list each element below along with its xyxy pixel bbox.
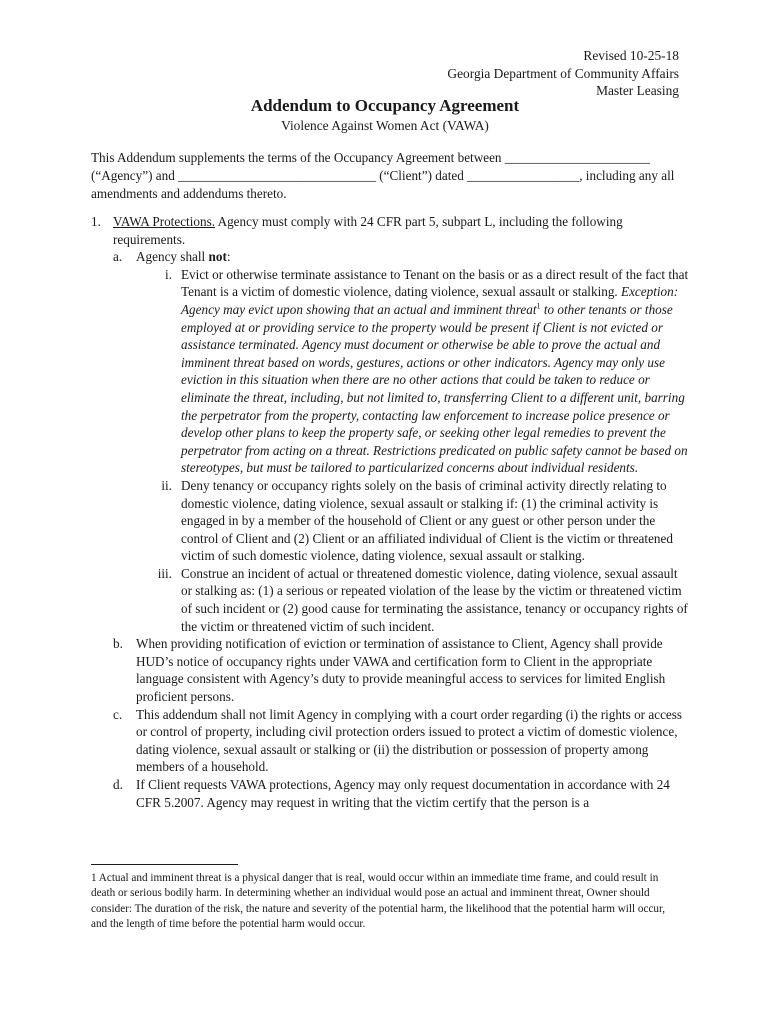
item-a-number: a. xyxy=(113,249,123,265)
document-header xyxy=(447,47,679,100)
item-c xyxy=(91,706,691,776)
item-d xyxy=(91,776,691,811)
item-c-text: This addendum shall not limit Agency in complying with a court order regarding (i) the rights or access or control of property, including civil protection orders issued to protect a victim of domestic violence, dating violence, sexual assault or stalking or (ii) the distribution or possession of property among members of a household. xyxy=(136,706,683,775)
item-c-number: c. xyxy=(113,706,123,722)
item-ii-text: Deny tenancy or occupancy rights solely on the basis of criminal activity directly relating to domestic violence, dating violence, sexual assault or stalking if: (1) the criminal activity is engaged in by a member of the household of Client or any guest or other person under the control of Client and (2) Client or an affiliated individual of Client is the victim or threatened victim of such domestic violence, dating violence, sexual assault or stalking. xyxy=(181,477,673,564)
intro-paragraph: This Addendum supplements the terms of the Occupancy Agreement between ______________________ (“Agency”) and ______________________________ (“Client”) dated _________________, including any all amendments and addendums thereto. xyxy=(91,150,675,201)
document-subtitle: Violence Against Women Act (VAWA) xyxy=(281,118,489,133)
item-a-colon: : xyxy=(226,249,231,265)
section-1 xyxy=(91,213,691,248)
item-a-emphasis: not xyxy=(208,249,227,265)
item-iii-text: Construe an incident of actual or threatened domestic violence, dating violence, sexual assault or stalking as: (1) a serious or repeated violation of the lease by the victim or threatened victim of such incident or (2) good cause for terminating the assistance, tenancy or occupancy rights of the victim or threatened victim of such incident. xyxy=(181,565,688,634)
item-a-i xyxy=(91,266,691,477)
section-number: 1. xyxy=(91,214,101,229)
item-i-text: Evict or otherwise terminate assistance to Tenant on the basis or as a direct result of the fact that Tenant is a victim of domestic violence, dating violence, sexual assault or stalking. xyxy=(181,266,689,300)
document-title: Addendum to Occupancy Agreement xyxy=(250,96,520,115)
item-d-number: d. xyxy=(113,777,123,792)
item-b-number: b. xyxy=(113,636,123,652)
section-heading: VAWA Protections. xyxy=(113,214,215,229)
item-iii-number: iii. xyxy=(157,565,172,581)
item-i-number: i. xyxy=(165,266,172,282)
footnote-number: 1 xyxy=(91,872,97,884)
program-name: Master Leasing xyxy=(596,83,679,98)
section-text: Agency must comply with 24 CFR part 5, subpart L, including the following requirements. xyxy=(113,214,623,247)
item-b xyxy=(91,635,691,705)
footnote-reference: 1 xyxy=(536,301,541,311)
item-a-text: Agency shall xyxy=(136,249,209,265)
item-i-exception: Exception: Agency may evict upon showing that an actual and imminent threat xyxy=(181,284,679,317)
item-d-text: If Client requests VAWA protections, Agency may only request documentation in accordance with 24 CFR 5.2007. Agency may request in writing that the victim certify that the person is a xyxy=(136,777,670,810)
item-i-exception-cont: to other tenants or those employed at or providing service to the property would be present if Client is not evicted or assistance terminated. Agency must document or otherwise be able to prove the actual and imminent threat based on words, gestures, actions or other indicators. Agency may only use eviction in this situation when there are no other actions that could be taken to reduce or eliminate the threat, including, but not limited to, transferring Client to a different unit, barring the perpetrator from the property, contacting law enforcement to increase police presence or develop other plans to keep the property safe, or seeking other legal remedies to prevent the perpetrator from acting on a threat. Restrictions predicated on public safety cannot be based on stereotypes, but must be tailored to particularized concerns about individual residents. xyxy=(181,301,688,476)
footnote-divider xyxy=(91,864,238,865)
item-b-text: When providing notification of eviction or termination of assistance to Client, Agency shall provide HUD’s notice of occupancy rights under VAWA and certification form to Client in the appropriate language consistent with Agency’s duty to provide meaningful access to services for limited English proficient persons. xyxy=(136,636,666,705)
revision-date: Revised 10-25-18 xyxy=(583,48,679,63)
department-name: Georgia Department of Community Affairs xyxy=(447,65,679,81)
document-body xyxy=(91,213,691,811)
footnote xyxy=(91,871,681,933)
item-a-iii xyxy=(91,565,691,635)
item-a xyxy=(91,248,691,266)
item-a-ii xyxy=(91,477,691,565)
footnote-text: Actual and imminent threat is a physical danger that is real, would occur within an immediate time frame, and could result in death or serious bodily harm. In determining whether an individual would pose an actual and imminent threat, Owner should consider: The duration of the risk, the nature and severity of the potential harm, the likelihood that the potential harm will occur, and the length of time before the potential harm would occur. xyxy=(91,872,666,931)
item-ii-number: ii. xyxy=(161,477,172,493)
